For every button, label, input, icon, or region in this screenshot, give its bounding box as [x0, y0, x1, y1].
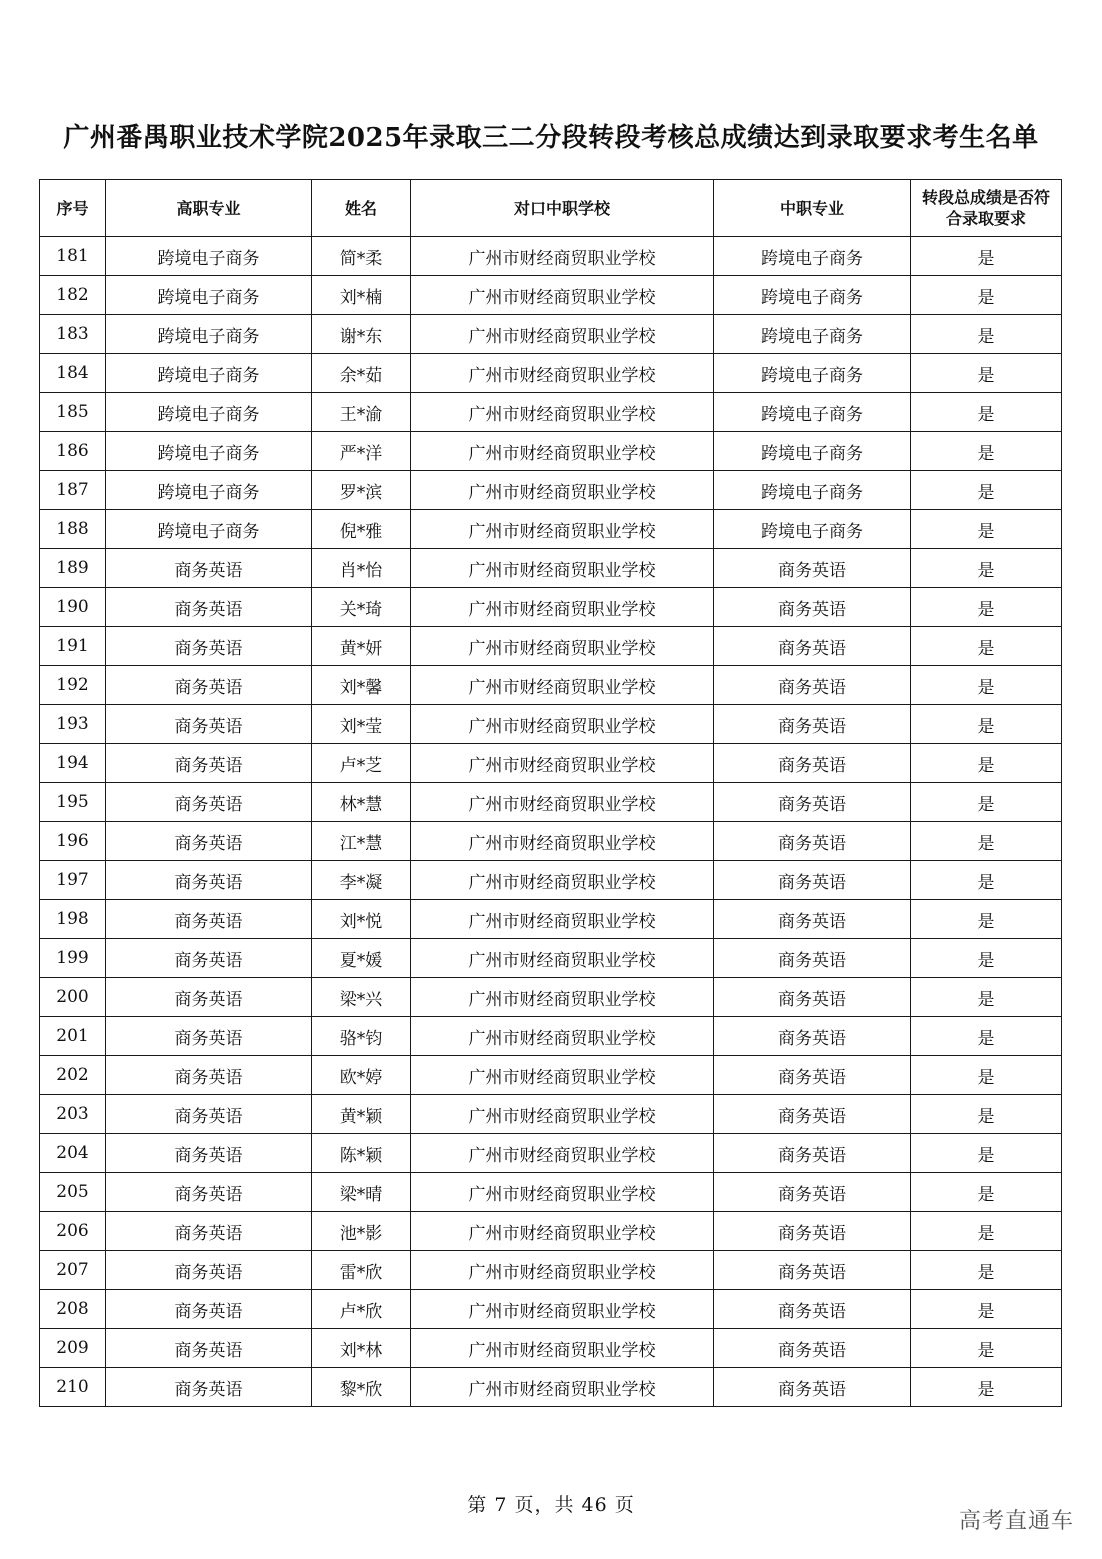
cell-college-major: 跨境电子商务 [106, 393, 312, 432]
document-title: 广州番禺职业技术学院2025年录取三二分段转段考核总成绩达到录取要求考生名单 [63, 123, 1039, 153]
cell-college-major: 商务英语 [106, 1095, 312, 1134]
col-header-index: 序号 [40, 180, 106, 237]
cell-meets-requirement: 是 [911, 471, 1062, 510]
cell-name: 倪*雅 [312, 510, 411, 549]
cell-secondary-major: 商务英语 [714, 666, 911, 705]
cell-college-major: 商务英语 [106, 705, 312, 744]
cell-secondary-major: 商务英语 [714, 744, 911, 783]
cell-name: 夏*媛 [312, 939, 411, 978]
table-row [40, 1329, 1062, 1368]
cell-index: 206 [40, 1212, 106, 1251]
table-row [40, 432, 1062, 471]
cell-meets-requirement: 是 [911, 510, 1062, 549]
cell-college-major: 商务英语 [106, 549, 312, 588]
cell-college-major: 商务英语 [106, 1368, 312, 1407]
table-row [40, 354, 1062, 393]
cell-secondary-major: 商务英语 [714, 1212, 911, 1251]
cell-index: 184 [40, 354, 106, 393]
cell-meets-requirement: 是 [911, 1329, 1062, 1368]
cell-index: 191 [40, 627, 106, 666]
cell-meets-requirement: 是 [911, 978, 1062, 1017]
cell-secondary-major: 商务英语 [714, 588, 911, 627]
table-row [40, 510, 1062, 549]
cell-college-major: 商务英语 [106, 783, 312, 822]
cell-secondary-school: 广州市财经商贸职业学校 [411, 783, 714, 822]
cell-meets-requirement: 是 [911, 354, 1062, 393]
cell-secondary-major: 商务英语 [714, 627, 911, 666]
cell-index: 194 [40, 744, 106, 783]
cell-secondary-major: 商务英语 [714, 1329, 911, 1368]
admission-table [39, 179, 1062, 1407]
cell-meets-requirement: 是 [911, 783, 1062, 822]
cell-name: 王*渝 [312, 393, 411, 432]
cell-meets-requirement: 是 [911, 939, 1062, 978]
cell-index: 205 [40, 1173, 106, 1212]
cell-name: 梁*晴 [312, 1173, 411, 1212]
cell-college-major: 跨境电子商务 [106, 510, 312, 549]
cell-secondary-major: 跨境电子商务 [714, 354, 911, 393]
cell-name: 黄*妍 [312, 627, 411, 666]
cell-index: 196 [40, 822, 106, 861]
cell-name: 刘*林 [312, 1329, 411, 1368]
cell-college-major: 商务英语 [106, 861, 312, 900]
cell-name: 陈*颖 [312, 1134, 411, 1173]
cell-name: 刘*悦 [312, 900, 411, 939]
cell-college-major: 商务英语 [106, 900, 312, 939]
table-row [40, 549, 1062, 588]
cell-index: 187 [40, 471, 106, 510]
cell-name: 余*茹 [312, 354, 411, 393]
cell-secondary-major: 商务英语 [714, 822, 911, 861]
cell-meets-requirement: 是 [911, 1368, 1062, 1407]
cell-college-major: 商务英语 [106, 1017, 312, 1056]
table-row [40, 666, 1062, 705]
cell-secondary-school: 广州市财经商贸职业学校 [411, 432, 714, 471]
cell-secondary-school: 广州市财经商贸职业学校 [411, 1251, 714, 1290]
cell-secondary-major: 跨境电子商务 [714, 432, 911, 471]
cell-meets-requirement: 是 [911, 1212, 1062, 1251]
cell-meets-requirement: 是 [911, 588, 1062, 627]
cell-college-major: 商务英语 [106, 822, 312, 861]
cell-college-major: 商务英语 [106, 666, 312, 705]
cell-meets-requirement: 是 [911, 666, 1062, 705]
table-row [40, 1212, 1062, 1251]
cell-college-major: 商务英语 [106, 1056, 312, 1095]
cell-index: 195 [40, 783, 106, 822]
cell-meets-requirement: 是 [911, 315, 1062, 354]
cell-meets-requirement: 是 [911, 627, 1062, 666]
cell-meets-requirement: 是 [911, 1134, 1062, 1173]
cell-college-major: 商务英语 [106, 978, 312, 1017]
table-body [40, 237, 1062, 1407]
cell-secondary-school: 广州市财经商贸职业学校 [411, 900, 714, 939]
table-row [40, 315, 1062, 354]
table-row [40, 861, 1062, 900]
cell-index: 185 [40, 393, 106, 432]
table-row [40, 1134, 1062, 1173]
cell-index: 181 [40, 237, 106, 276]
cell-name: 黎*欣 [312, 1368, 411, 1407]
cell-secondary-school: 广州市财经商贸职业学校 [411, 1017, 714, 1056]
cell-meets-requirement: 是 [911, 861, 1062, 900]
cell-index: 188 [40, 510, 106, 549]
table-row [40, 1095, 1062, 1134]
table-row [40, 1251, 1062, 1290]
cell-index: 200 [40, 978, 106, 1017]
cell-name: 池*影 [312, 1212, 411, 1251]
cell-secondary-major: 跨境电子商务 [714, 510, 911, 549]
cell-index: 183 [40, 315, 106, 354]
cell-secondary-major: 商务英语 [714, 939, 911, 978]
cell-college-major: 商务英语 [106, 1134, 312, 1173]
cell-index: 209 [40, 1329, 106, 1368]
cell-secondary-school: 广州市财经商贸职业学校 [411, 1173, 714, 1212]
page-number: 第 7 页，共 46 页 [467, 1494, 635, 1516]
cell-name: 刘*莹 [312, 705, 411, 744]
cell-index: 201 [40, 1017, 106, 1056]
cell-secondary-school: 广州市财经商贸职业学校 [411, 1056, 714, 1095]
cell-secondary-major: 商务英语 [714, 1134, 911, 1173]
cell-name: 李*凝 [312, 861, 411, 900]
cell-secondary-major: 商务英语 [714, 1017, 911, 1056]
cell-secondary-school: 广州市财经商贸职业学校 [411, 1212, 714, 1251]
cell-meets-requirement: 是 [911, 705, 1062, 744]
cell-secondary-school: 广州市财经商贸职业学校 [411, 393, 714, 432]
cell-secondary-school: 广州市财经商贸职业学校 [411, 1368, 714, 1407]
cell-secondary-school: 广州市财经商贸职业学校 [411, 354, 714, 393]
cell-meets-requirement: 是 [911, 822, 1062, 861]
cell-secondary-major: 商务英语 [714, 783, 911, 822]
cell-index: 202 [40, 1056, 106, 1095]
cell-college-major: 商务英语 [106, 939, 312, 978]
cell-secondary-school: 广州市财经商贸职业学校 [411, 939, 714, 978]
cell-secondary-school: 广州市财经商贸职业学校 [411, 510, 714, 549]
cell-name: 黄*颖 [312, 1095, 411, 1134]
table-row [40, 900, 1062, 939]
cell-name: 雷*欣 [312, 1251, 411, 1290]
cell-name: 梁*兴 [312, 978, 411, 1017]
cell-college-major: 商务英语 [106, 1290, 312, 1329]
cell-meets-requirement: 是 [911, 900, 1062, 939]
col-header-secondary-major: 中职专业 [714, 180, 911, 237]
table-row [40, 822, 1062, 861]
cell-college-major: 跨境电子商务 [106, 471, 312, 510]
cell-secondary-major: 商务英语 [714, 1290, 911, 1329]
table-header [40, 180, 1062, 237]
cell-name: 简*柔 [312, 237, 411, 276]
cell-secondary-major: 商务英语 [714, 705, 911, 744]
table-row [40, 744, 1062, 783]
cell-secondary-major: 商务英语 [714, 900, 911, 939]
cell-meets-requirement: 是 [911, 1056, 1062, 1095]
cell-meets-requirement: 是 [911, 276, 1062, 315]
table-row [40, 1056, 1062, 1095]
cell-meets-requirement: 是 [911, 744, 1062, 783]
cell-name: 林*慧 [312, 783, 411, 822]
cell-meets-requirement: 是 [911, 1173, 1062, 1212]
col-header-secondary-school: 对口中职学校 [411, 180, 714, 237]
cell-college-major: 跨境电子商务 [106, 315, 312, 354]
cell-name: 卢*芝 [312, 744, 411, 783]
cell-index: 189 [40, 549, 106, 588]
cell-secondary-major: 跨境电子商务 [714, 276, 911, 315]
cell-secondary-school: 广州市财经商贸职业学校 [411, 705, 714, 744]
cell-college-major: 商务英语 [106, 1173, 312, 1212]
cell-name: 罗*滨 [312, 471, 411, 510]
cell-college-major: 跨境电子商务 [106, 354, 312, 393]
cell-secondary-school: 广州市财经商贸职业学校 [411, 588, 714, 627]
cell-index: 186 [40, 432, 106, 471]
cell-secondary-school: 广州市财经商贸职业学校 [411, 237, 714, 276]
cell-index: 207 [40, 1251, 106, 1290]
cell-college-major: 跨境电子商务 [106, 237, 312, 276]
cell-name: 谢*东 [312, 315, 411, 354]
table-row [40, 783, 1062, 822]
cell-secondary-school: 广州市财经商贸职业学校 [411, 1290, 714, 1329]
cell-college-major: 跨境电子商务 [106, 276, 312, 315]
cell-meets-requirement: 是 [911, 432, 1062, 471]
table-row [40, 276, 1062, 315]
table-row [40, 705, 1062, 744]
cell-name: 欧*婷 [312, 1056, 411, 1095]
watermark: 高考直通车 [958, 1509, 1074, 1534]
cell-secondary-major: 跨境电子商务 [714, 237, 911, 276]
cell-secondary-school: 广州市财经商贸职业学校 [411, 627, 714, 666]
cell-index: 199 [40, 939, 106, 978]
cell-secondary-major: 商务英语 [714, 1056, 911, 1095]
cell-index: 204 [40, 1134, 106, 1173]
header-row [40, 180, 1062, 237]
cell-index: 193 [40, 705, 106, 744]
cell-name: 刘*楠 [312, 276, 411, 315]
cell-secondary-major: 跨境电子商务 [714, 471, 911, 510]
cell-secondary-school: 广州市财经商贸职业学校 [411, 822, 714, 861]
table-row [40, 1290, 1062, 1329]
cell-meets-requirement: 是 [911, 393, 1062, 432]
cell-index: 198 [40, 900, 106, 939]
cell-secondary-school: 广州市财经商贸职业学校 [411, 666, 714, 705]
cell-secondary-school: 广州市财经商贸职业学校 [411, 471, 714, 510]
cell-secondary-major: 跨境电子商务 [714, 393, 911, 432]
table-row [40, 1173, 1062, 1212]
table-row [40, 393, 1062, 432]
cell-name: 骆*钧 [312, 1017, 411, 1056]
table-row [40, 237, 1062, 276]
table-row [40, 471, 1062, 510]
cell-index: 197 [40, 861, 106, 900]
cell-college-major: 商务英语 [106, 627, 312, 666]
cell-name: 肖*怡 [312, 549, 411, 588]
cell-secondary-major: 商务英语 [714, 978, 911, 1017]
table-row [40, 1017, 1062, 1056]
cell-college-major: 商务英语 [106, 1329, 312, 1368]
cell-meets-requirement: 是 [911, 1095, 1062, 1134]
cell-meets-requirement: 是 [911, 549, 1062, 588]
cell-index: 182 [40, 276, 106, 315]
cell-index: 210 [40, 1368, 106, 1407]
cell-secondary-school: 广州市财经商贸职业学校 [411, 978, 714, 1017]
cell-secondary-school: 广州市财经商贸职业学校 [411, 1095, 714, 1134]
cell-secondary-major: 商务英语 [714, 861, 911, 900]
col-header-meets-requirement: 转段总成绩是否符合录取要求 [911, 180, 1062, 237]
cell-secondary-school: 广州市财经商贸职业学校 [411, 1329, 714, 1368]
cell-secondary-major: 跨境电子商务 [714, 315, 911, 354]
cell-secondary-major: 商务英语 [714, 1368, 911, 1407]
cell-college-major: 商务英语 [106, 1212, 312, 1251]
cell-index: 203 [40, 1095, 106, 1134]
table-row [40, 627, 1062, 666]
cell-secondary-major: 商务英语 [714, 1173, 911, 1212]
cell-index: 190 [40, 588, 106, 627]
cell-college-major: 商务英语 [106, 588, 312, 627]
cell-secondary-major: 商务英语 [714, 1251, 911, 1290]
col-header-college-major: 高职专业 [106, 180, 312, 237]
cell-meets-requirement: 是 [911, 1290, 1062, 1329]
cell-secondary-school: 广州市财经商贸职业学校 [411, 276, 714, 315]
cell-name: 刘*馨 [312, 666, 411, 705]
cell-secondary-major: 商务英语 [714, 1095, 911, 1134]
table-row [40, 588, 1062, 627]
cell-name: 卢*欣 [312, 1290, 411, 1329]
cell-name: 江*慧 [312, 822, 411, 861]
cell-name: 关*琦 [312, 588, 411, 627]
cell-name: 严*洋 [312, 432, 411, 471]
cell-secondary-school: 广州市财经商贸职业学校 [411, 744, 714, 783]
cell-meets-requirement: 是 [911, 1017, 1062, 1056]
cell-secondary-school: 广州市财经商贸职业学校 [411, 315, 714, 354]
cell-secondary-major: 商务英语 [714, 549, 911, 588]
cell-index: 208 [40, 1290, 106, 1329]
cell-college-major: 跨境电子商务 [106, 432, 312, 471]
table-row [40, 1368, 1062, 1407]
cell-index: 192 [40, 666, 106, 705]
cell-secondary-school: 广州市财经商贸职业学校 [411, 861, 714, 900]
cell-meets-requirement: 是 [911, 237, 1062, 276]
cell-college-major: 商务英语 [106, 1251, 312, 1290]
cell-secondary-school: 广州市财经商贸职业学校 [411, 1134, 714, 1173]
col-header-name: 姓名 [312, 180, 411, 237]
cell-secondary-school: 广州市财经商贸职业学校 [411, 549, 714, 588]
table-row [40, 978, 1062, 1017]
cell-meets-requirement: 是 [911, 1251, 1062, 1290]
table-row [40, 939, 1062, 978]
cell-college-major: 商务英语 [106, 744, 312, 783]
